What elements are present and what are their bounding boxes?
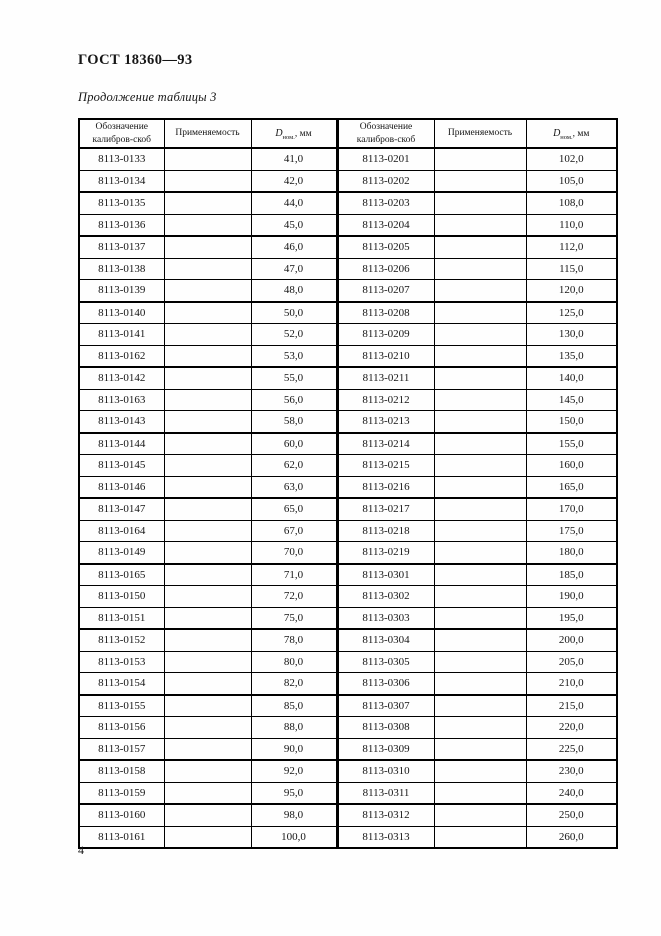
cell-applicability xyxy=(434,586,526,608)
cell-designation: 8113-0157 xyxy=(79,738,164,760)
cell-dnom: 70,0 xyxy=(251,542,337,564)
table-row xyxy=(79,695,617,717)
cell-dnom: 41,0 xyxy=(251,148,337,170)
table-row xyxy=(79,345,617,367)
cell-applicability xyxy=(434,389,526,411)
cell-applicability xyxy=(164,476,251,498)
cell-dnom: 210,0 xyxy=(526,673,617,695)
page-number: 4 xyxy=(78,843,84,857)
cell-applicability xyxy=(164,564,251,586)
cell-dnom: 165,0 xyxy=(526,476,617,498)
cell-dnom: 160,0 xyxy=(526,455,617,477)
cell-designation: 8113-0161 xyxy=(79,826,164,848)
cell-dnom: 92,0 xyxy=(251,760,337,782)
table-header-row xyxy=(79,119,617,148)
cell-dnom: 155,0 xyxy=(526,433,617,455)
cell-designation: 8113-0162 xyxy=(79,345,164,367)
cell-designation: 8113-0164 xyxy=(79,520,164,542)
cell-applicability xyxy=(434,564,526,586)
cell-designation: 8113-0304 xyxy=(337,629,434,651)
cell-dnom: 175,0 xyxy=(526,520,617,542)
cell-designation: 8113-0154 xyxy=(79,673,164,695)
table-row xyxy=(79,411,617,433)
cell-dnom: 180,0 xyxy=(526,542,617,564)
cell-designation: 8113-0140 xyxy=(79,302,164,324)
cell-applicability xyxy=(164,433,251,455)
cell-designation: 8113-0152 xyxy=(79,629,164,651)
cell-dnom: 72,0 xyxy=(251,586,337,608)
cell-applicability xyxy=(434,455,526,477)
table-row xyxy=(79,170,617,192)
cell-dnom: 185,0 xyxy=(526,564,617,586)
cell-dnom: 115,0 xyxy=(526,258,617,280)
table-row xyxy=(79,586,617,608)
header-dnom: $D_{ном.}$, мм xyxy=(526,119,617,148)
cell-designation: 8113-0218 xyxy=(337,520,434,542)
table-row xyxy=(79,738,617,760)
cell-designation: 8113-0138 xyxy=(79,258,164,280)
cell-designation: 8113-0147 xyxy=(79,498,164,520)
cell-dnom: 98,0 xyxy=(251,804,337,826)
cell-dnom: 60,0 xyxy=(251,433,337,455)
cell-designation: 8113-0202 xyxy=(337,170,434,192)
cell-dnom: 230,0 xyxy=(526,760,617,782)
cell-designation: 8113-0142 xyxy=(79,367,164,389)
cell-dnom: 240,0 xyxy=(526,782,617,804)
cell-applicability xyxy=(164,498,251,520)
cell-designation: 8113-0155 xyxy=(79,695,164,717)
cell-applicability xyxy=(164,542,251,564)
table-row xyxy=(79,324,617,346)
cell-dnom: 215,0 xyxy=(526,695,617,717)
cell-dnom: 85,0 xyxy=(251,695,337,717)
cell-applicability xyxy=(434,302,526,324)
table-row xyxy=(79,455,617,477)
header-applicability: Применяемость xyxy=(164,119,251,148)
cell-applicability xyxy=(434,520,526,542)
cell-dnom: 205,0 xyxy=(526,651,617,673)
cell-applicability xyxy=(434,214,526,236)
cell-designation: 8113-0212 xyxy=(337,389,434,411)
cell-applicability xyxy=(164,345,251,367)
cell-designation: 8113-0301 xyxy=(337,564,434,586)
cell-dnom: 120,0 xyxy=(526,280,617,302)
cell-designation: 8113-0144 xyxy=(79,433,164,455)
cell-dnom: 195,0 xyxy=(526,607,617,629)
cell-designation: 8113-0214 xyxy=(337,433,434,455)
cell-designation: 8113-0159 xyxy=(79,782,164,804)
cell-designation: 8113-0160 xyxy=(79,804,164,826)
cell-designation: 8113-0216 xyxy=(337,476,434,498)
table-row xyxy=(79,236,617,258)
table-row xyxy=(79,302,617,324)
cell-designation: 8113-0136 xyxy=(79,214,164,236)
cell-dnom: 190,0 xyxy=(526,586,617,608)
cell-dnom: 71,0 xyxy=(251,564,337,586)
cell-dnom: 65,0 xyxy=(251,498,337,520)
table-header xyxy=(79,119,617,148)
cell-dnom: 75,0 xyxy=(251,607,337,629)
table-row xyxy=(79,192,617,214)
header-applicability: Применяемость xyxy=(434,119,526,148)
cell-designation: 8113-0141 xyxy=(79,324,164,346)
cell-applicability xyxy=(434,607,526,629)
cell-dnom: 52,0 xyxy=(251,324,337,346)
cell-dnom: 55,0 xyxy=(251,367,337,389)
cell-designation: 8113-0211 xyxy=(337,367,434,389)
cell-designation: 8113-0146 xyxy=(79,476,164,498)
table-row xyxy=(79,476,617,498)
cell-applicability xyxy=(434,476,526,498)
cell-designation: 8113-0209 xyxy=(337,324,434,346)
cell-applicability xyxy=(434,738,526,760)
cell-designation: 8113-0139 xyxy=(79,280,164,302)
table-row xyxy=(79,607,617,629)
cell-applicability xyxy=(164,826,251,848)
cell-applicability xyxy=(434,192,526,214)
cell-applicability xyxy=(434,542,526,564)
cell-dnom: 48,0 xyxy=(251,280,337,302)
cell-dnom: 135,0 xyxy=(526,345,617,367)
cell-applicability xyxy=(434,826,526,848)
cell-dnom: 58,0 xyxy=(251,411,337,433)
cell-dnom: 260,0 xyxy=(526,826,617,848)
cell-applicability xyxy=(434,760,526,782)
cell-designation: 8113-0150 xyxy=(79,586,164,608)
cell-designation: 8113-0210 xyxy=(337,345,434,367)
cell-designation: 8113-0158 xyxy=(79,760,164,782)
cell-dnom: 44,0 xyxy=(251,192,337,214)
cell-dnom: 53,0 xyxy=(251,345,337,367)
cell-designation: 8113-0309 xyxy=(337,738,434,760)
cell-applicability xyxy=(164,760,251,782)
cell-dnom: 47,0 xyxy=(251,258,337,280)
cell-designation: 8113-0204 xyxy=(337,214,434,236)
table-row xyxy=(79,214,617,236)
cell-dnom: 225,0 xyxy=(526,738,617,760)
cell-dnom: 56,0 xyxy=(251,389,337,411)
cell-applicability xyxy=(164,302,251,324)
table-row xyxy=(79,717,617,739)
gauges-table xyxy=(78,118,618,849)
cell-applicability xyxy=(164,520,251,542)
cell-applicability xyxy=(164,214,251,236)
cell-designation: 8113-0201 xyxy=(337,148,434,170)
cell-dnom: 125,0 xyxy=(526,302,617,324)
cell-applicability xyxy=(164,324,251,346)
cell-applicability xyxy=(434,804,526,826)
cell-designation: 8113-0153 xyxy=(79,651,164,673)
cell-applicability xyxy=(164,782,251,804)
cell-designation: 8113-0303 xyxy=(337,607,434,629)
cell-dnom: 140,0 xyxy=(526,367,617,389)
header-designation: Обозначение калибров-скоб xyxy=(79,119,164,148)
cell-designation: 8113-0213 xyxy=(337,411,434,433)
cell-applicability xyxy=(164,258,251,280)
cell-applicability xyxy=(164,280,251,302)
cell-applicability xyxy=(434,717,526,739)
cell-applicability xyxy=(164,673,251,695)
table-row xyxy=(79,542,617,564)
cell-applicability xyxy=(164,455,251,477)
table-row xyxy=(79,433,617,455)
cell-designation: 8113-0137 xyxy=(79,236,164,258)
cell-applicability xyxy=(164,695,251,717)
cell-applicability xyxy=(164,651,251,673)
cell-designation: 8113-0306 xyxy=(337,673,434,695)
cell-applicability xyxy=(164,738,251,760)
cell-dnom: 63,0 xyxy=(251,476,337,498)
cell-dnom: 88,0 xyxy=(251,717,337,739)
doc-number: ГОСТ 18360—93 xyxy=(78,52,193,68)
table-row xyxy=(79,564,617,586)
cell-designation: 8113-0206 xyxy=(337,258,434,280)
cell-dnom: 50,0 xyxy=(251,302,337,324)
table-row xyxy=(79,826,617,848)
cell-applicability xyxy=(164,717,251,739)
table-row xyxy=(79,760,617,782)
cell-designation: 8113-0134 xyxy=(79,170,164,192)
cell-dnom: 95,0 xyxy=(251,782,337,804)
cell-applicability xyxy=(434,695,526,717)
cell-dnom: 145,0 xyxy=(526,389,617,411)
cell-applicability xyxy=(164,192,251,214)
cell-applicability xyxy=(164,367,251,389)
cell-dnom: 105,0 xyxy=(526,170,617,192)
table-row xyxy=(79,258,617,280)
table-row xyxy=(79,804,617,826)
cell-applicability xyxy=(164,607,251,629)
table-row xyxy=(79,629,617,651)
cell-applicability xyxy=(164,629,251,651)
cell-applicability xyxy=(434,651,526,673)
cell-applicability xyxy=(434,629,526,651)
cell-dnom: 102,0 xyxy=(526,148,617,170)
cell-dnom: 67,0 xyxy=(251,520,337,542)
cell-applicability xyxy=(434,498,526,520)
cell-designation: 8113-0156 xyxy=(79,717,164,739)
cell-applicability xyxy=(164,148,251,170)
cell-dnom: 90,0 xyxy=(251,738,337,760)
cell-applicability xyxy=(434,345,526,367)
cell-designation: 8113-0312 xyxy=(337,804,434,826)
cell-applicability xyxy=(434,673,526,695)
table-body xyxy=(79,148,617,848)
cell-applicability xyxy=(434,782,526,804)
cell-applicability xyxy=(434,236,526,258)
table-row xyxy=(79,520,617,542)
header-dnom: $D_{ном.}$, мм xyxy=(251,119,337,148)
table-caption: Продолжение таблицы 3 xyxy=(78,90,217,104)
cell-applicability xyxy=(434,280,526,302)
cell-designation: 8113-0133 xyxy=(79,148,164,170)
cell-applicability xyxy=(434,170,526,192)
cell-designation: 8113-0302 xyxy=(337,586,434,608)
cell-designation: 8113-0203 xyxy=(337,192,434,214)
cell-applicability xyxy=(434,411,526,433)
cell-designation: 8113-0207 xyxy=(337,280,434,302)
cell-applicability xyxy=(434,324,526,346)
table-row xyxy=(79,498,617,520)
cell-applicability xyxy=(164,586,251,608)
table-row xyxy=(79,651,617,673)
cell-dnom: 82,0 xyxy=(251,673,337,695)
cell-designation: 8113-0313 xyxy=(337,826,434,848)
cell-dnom: 100,0 xyxy=(251,826,337,848)
cell-applicability xyxy=(164,236,251,258)
cell-designation: 8113-0135 xyxy=(79,192,164,214)
cell-applicability xyxy=(164,804,251,826)
cell-dnom: 200,0 xyxy=(526,629,617,651)
table-row xyxy=(79,673,617,695)
cell-dnom: 130,0 xyxy=(526,324,617,346)
table-row xyxy=(79,389,617,411)
cell-applicability xyxy=(434,433,526,455)
cell-designation: 8113-0307 xyxy=(337,695,434,717)
cell-applicability xyxy=(434,367,526,389)
cell-designation: 8113-0311 xyxy=(337,782,434,804)
cell-dnom: 45,0 xyxy=(251,214,337,236)
cell-applicability xyxy=(434,148,526,170)
cell-designation: 8113-0215 xyxy=(337,455,434,477)
cell-applicability xyxy=(434,258,526,280)
cell-dnom: 62,0 xyxy=(251,455,337,477)
cell-designation: 8113-0305 xyxy=(337,651,434,673)
cell-applicability xyxy=(164,170,251,192)
cell-designation: 8113-0165 xyxy=(79,564,164,586)
cell-dnom: 170,0 xyxy=(526,498,617,520)
cell-designation: 8113-0308 xyxy=(337,717,434,739)
table-row xyxy=(79,782,617,804)
cell-dnom: 110,0 xyxy=(526,214,617,236)
cell-dnom: 78,0 xyxy=(251,629,337,651)
cell-designation: 8113-0217 xyxy=(337,498,434,520)
table-row xyxy=(79,148,617,170)
cell-dnom: 80,0 xyxy=(251,651,337,673)
cell-dnom: 108,0 xyxy=(526,192,617,214)
header-designation: Обозначение калибров-скоб xyxy=(337,119,434,148)
cell-designation: 8113-0143 xyxy=(79,411,164,433)
cell-dnom: 250,0 xyxy=(526,804,617,826)
cell-dnom: 42,0 xyxy=(251,170,337,192)
cell-designation: 8113-0151 xyxy=(79,607,164,629)
cell-designation: 8113-0205 xyxy=(337,236,434,258)
cell-dnom: 150,0 xyxy=(526,411,617,433)
cell-designation: 8113-0149 xyxy=(79,542,164,564)
table-row xyxy=(79,280,617,302)
cell-designation: 8113-0310 xyxy=(337,760,434,782)
cell-applicability xyxy=(164,411,251,433)
cell-designation: 8113-0163 xyxy=(79,389,164,411)
cell-applicability xyxy=(164,389,251,411)
cell-dnom: 46,0 xyxy=(251,236,337,258)
cell-dnom: 220,0 xyxy=(526,717,617,739)
cell-dnom: 112,0 xyxy=(526,236,617,258)
table-row xyxy=(79,367,617,389)
cell-designation: 8113-0145 xyxy=(79,455,164,477)
cell-designation: 8113-0208 xyxy=(337,302,434,324)
cell-designation: 8113-0219 xyxy=(337,542,434,564)
